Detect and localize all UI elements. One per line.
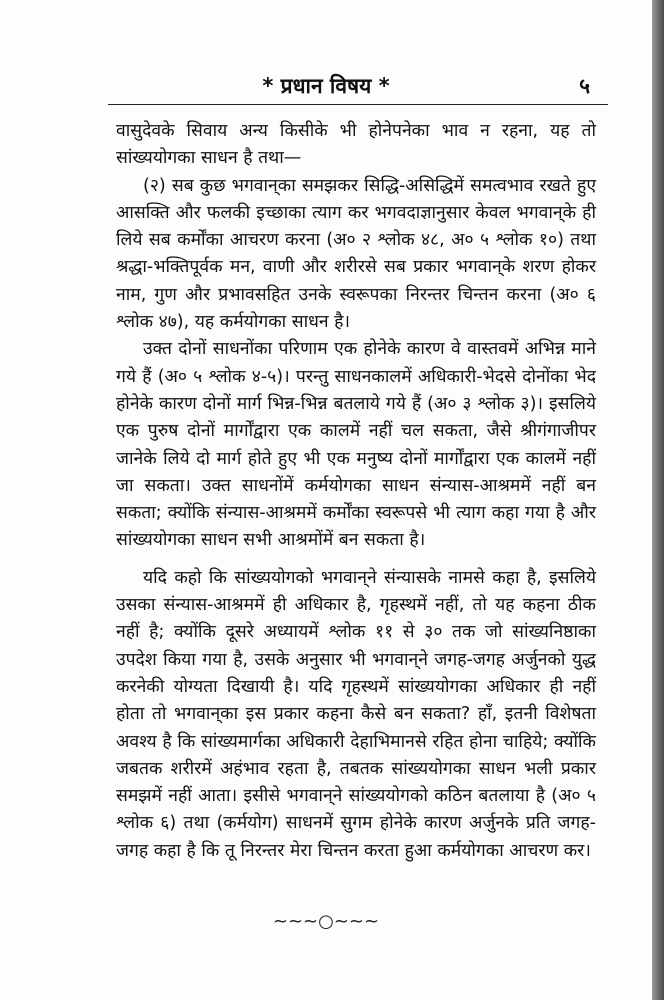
page-edge <box>652 0 664 1000</box>
paragraph-4: यदि कहो कि सांख्ययोगको भगवान्‌ने संन्यासके नामसे कहा है, इसलिये उसका संन्यास-आश्रममें ही अधिकार है, गृहस्थमें नहीं, तो यह कहना ठीक नहीं है; क्योंकि दूसरे अध्यायमें श्लोक ११ से ३० तक जो सांख्यनिष्ठाका उपदेश किया गया है, उसके अनुसार भी भगवान्‌ने जगह-जगह अर्जुनको युद्ध करनेकी योग्यता दिखायी है। यदि गृहस्थमें सांख्ययोगका अधिकार ही नहीं होता तो भगवान्‌का इस प्रकार कहना कैसे बन सकता? हाँ, इतनी विशेषता अवश्य है कि सांख्यमार्गका अधिकारी देहाभिमानसे रहित होना चाहिये; क्योंकि जबतक शरीरमें अहंभाव रहता है, तबतक सांख्ययोगका साधन भली प्रकार समझमें नहीं आता। इसीसे भगवान्‌ने सांख्ययोगको कठिन बतलाया है (अ० ५ श्लोक ६) तथा (कर्मयोग) साधनमें सुगम होनेके कारण अर्जुनके प्रति जगह-जगह कहा है कि तू निरन्तर मेरा चिन्तन करता हुआ कर्मयोगका आचरण कर। <box>116 567 596 861</box>
page-number: ५ <box>579 74 590 98</box>
body-text <box>116 118 596 865</box>
paragraph-3: उक्त दोनों साधनोंका परिणाम एक होनेके कारण वे वास्तवमें अभिन्न माने गये हैं (अ० ५ श्लोक ४-५)। परन्तु साधनकालमें अधिकारी-भेदसे दोनोंका भेद होनेके कारण दोनों मार्ग भिन्न-भिन्न बतलाये गये हैं (अ० ३ श्लोक ३)। इसलिये एक पुरुष दोनों मार्गोंद्वारा एक कालमें नहीं चल सकता, जैसे श्रीगंगाजीपर जानेके लिये दो मार्ग होते हुए भी एक मनुष्य दोनों मार्गोंद्वारा एक कालमें नहीं जा सकता। उक्त साधनोंमें कर्मयोगका साधन संन्यास-आश्रममें नहीं बन सकता; क्योंकि संन्यास-आश्रममें कर्मोंका स्वरूपसे भी त्याग कहा गया है और सांख्ययोगका साधन सभी आश्रमोंमें बन सकता है। <box>116 339 596 551</box>
page-header <box>0 72 652 106</box>
paragraph-1: वासुदेवके सिवाय अन्य किसीके भी होनेपनेका भाव न रहना, यह तो सांख्ययोगका साधन है तथा— <box>116 121 596 169</box>
running-title: * प्रधान विषय * <box>262 74 390 98</box>
end-ornament: ~~~○~~~ <box>272 911 380 932</box>
header-rule <box>108 104 608 105</box>
paragraph-2: (२) सब कुछ भगवान्‌का समझकर सिद्धि-असिद्धिमें समत्वभाव रखते हुए आसक्ति और फलकी इच्छाका त्याग कर भगवदाज्ञानुसार केवल भगवान्‌के ही लिये सब कर्मोंका आचरण करना (अ० २ श्लोक ४८, अ० ५ श्लोक १०) तथा श्रद्धा-भक्तिपूर्वक मन, वाणी और शरीरसे सब प्रकार भगवान्‌के शरण होकर नाम, गुण और प्रभावसहित उनके स्वरूपका निरन्तर चिन्तन करना (अ० ६ श्लोक ४७), यह कर्मयोगका साधन है। <box>116 175 596 333</box>
